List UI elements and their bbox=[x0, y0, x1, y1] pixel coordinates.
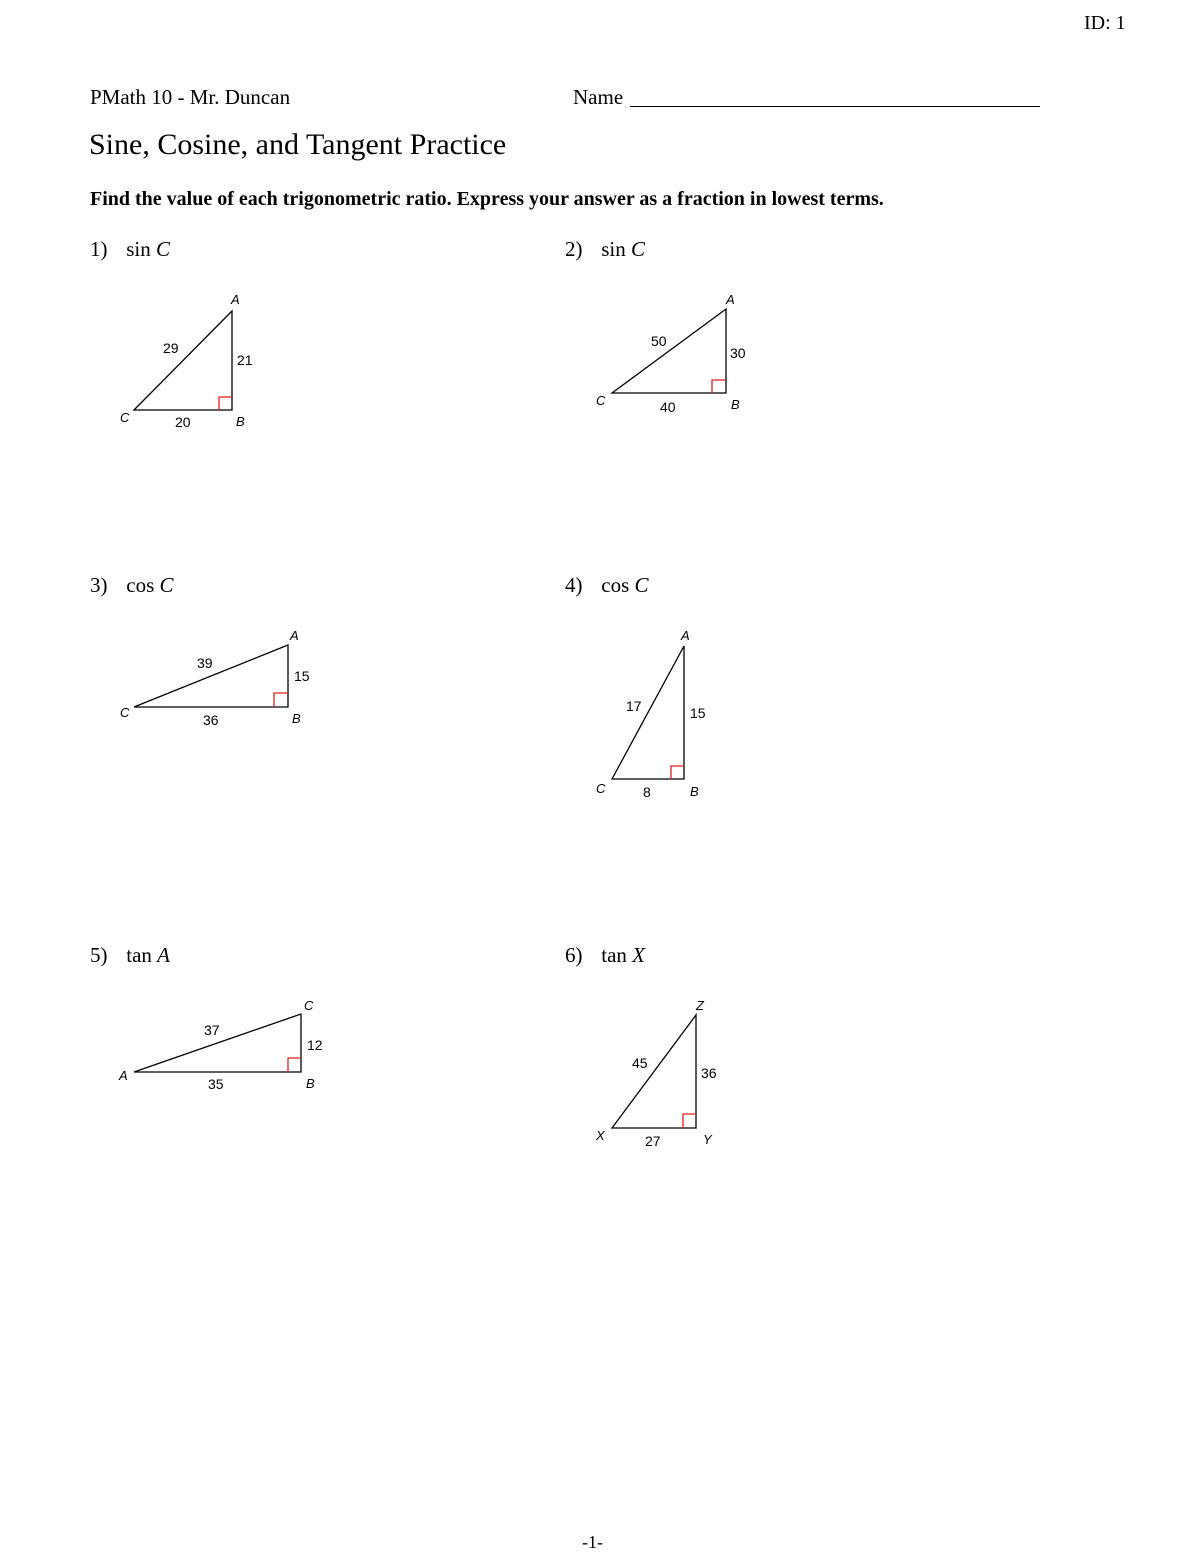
angle-name: C bbox=[159, 573, 174, 597]
vertex-label: B bbox=[292, 711, 301, 726]
vertex-label: A bbox=[681, 628, 690, 643]
side-label: 39 bbox=[197, 655, 213, 671]
side-label: 21 bbox=[237, 352, 253, 368]
vertex-label: A bbox=[119, 1068, 128, 1083]
side-label: 17 bbox=[626, 698, 642, 714]
side-label: 15 bbox=[690, 705, 706, 721]
problem-number: 3) bbox=[90, 573, 108, 597]
vertex-label: B bbox=[236, 414, 245, 429]
trig-function: cos bbox=[601, 573, 630, 597]
angle-name: C bbox=[156, 237, 171, 261]
name-label: Name bbox=[573, 85, 624, 109]
triangle bbox=[612, 1015, 696, 1128]
side-label: 36 bbox=[203, 712, 219, 728]
angle-name: C bbox=[631, 237, 646, 261]
trig-function: sin bbox=[126, 237, 151, 261]
vertex-label: Y bbox=[703, 1132, 712, 1147]
right-angle-marker bbox=[683, 1114, 696, 1128]
side-label: 35 bbox=[208, 1076, 224, 1092]
side-label: 27 bbox=[645, 1133, 661, 1149]
side-label: 12 bbox=[307, 1037, 323, 1053]
vertex-label: B bbox=[731, 397, 740, 412]
trig-function: tan bbox=[601, 943, 627, 967]
trig-function: cos bbox=[126, 573, 155, 597]
vertex-label: A bbox=[290, 628, 299, 643]
problem-number: 6) bbox=[565, 943, 583, 967]
angle-name: C bbox=[634, 573, 649, 597]
vertex-label: C bbox=[120, 410, 130, 425]
vertex-label: Z bbox=[696, 998, 704, 1013]
instructions: Find the value of each trigonometric ratio. Express your answer as a fraction in lowest terms. bbox=[90, 188, 884, 210]
side-label: 15 bbox=[294, 668, 310, 684]
angle-name: A bbox=[157, 943, 170, 967]
vertex-label: X bbox=[596, 1128, 605, 1143]
worksheet-title: Sine, Cosine, and Tangent Practice bbox=[89, 128, 507, 161]
side-label: 29 bbox=[163, 340, 179, 356]
vertex-label: C bbox=[120, 705, 130, 720]
vertex-label: B bbox=[690, 784, 699, 799]
vertex-label: C bbox=[596, 393, 606, 408]
vertex-label: C bbox=[304, 998, 314, 1013]
trig-function: sin bbox=[601, 237, 626, 261]
vertex-label: C bbox=[596, 781, 606, 796]
vertex-label: A bbox=[726, 292, 735, 307]
page-number: -1- bbox=[582, 1532, 603, 1552]
problem-number: 5) bbox=[90, 943, 108, 967]
side-label: 45 bbox=[632, 1055, 648, 1071]
problem-number: 2) bbox=[565, 237, 583, 261]
course-label: PMath 10 - Mr. Duncan bbox=[90, 85, 291, 109]
side-label: 37 bbox=[204, 1022, 220, 1038]
angle-name: X bbox=[632, 943, 645, 967]
side-label: 36 bbox=[701, 1065, 717, 1081]
side-label: 50 bbox=[651, 333, 667, 349]
problem-number: 1) bbox=[90, 237, 108, 261]
side-label: 30 bbox=[730, 345, 746, 361]
document-id: ID: 1 bbox=[1084, 12, 1126, 34]
trig-function: tan bbox=[126, 943, 152, 967]
side-label: 8 bbox=[643, 784, 651, 800]
vertex-label: B bbox=[306, 1076, 315, 1091]
vertex-label: A bbox=[231, 292, 240, 307]
side-label: 20 bbox=[175, 414, 191, 430]
side-label: 40 bbox=[660, 399, 676, 415]
problem-number: 4) bbox=[565, 573, 583, 597]
